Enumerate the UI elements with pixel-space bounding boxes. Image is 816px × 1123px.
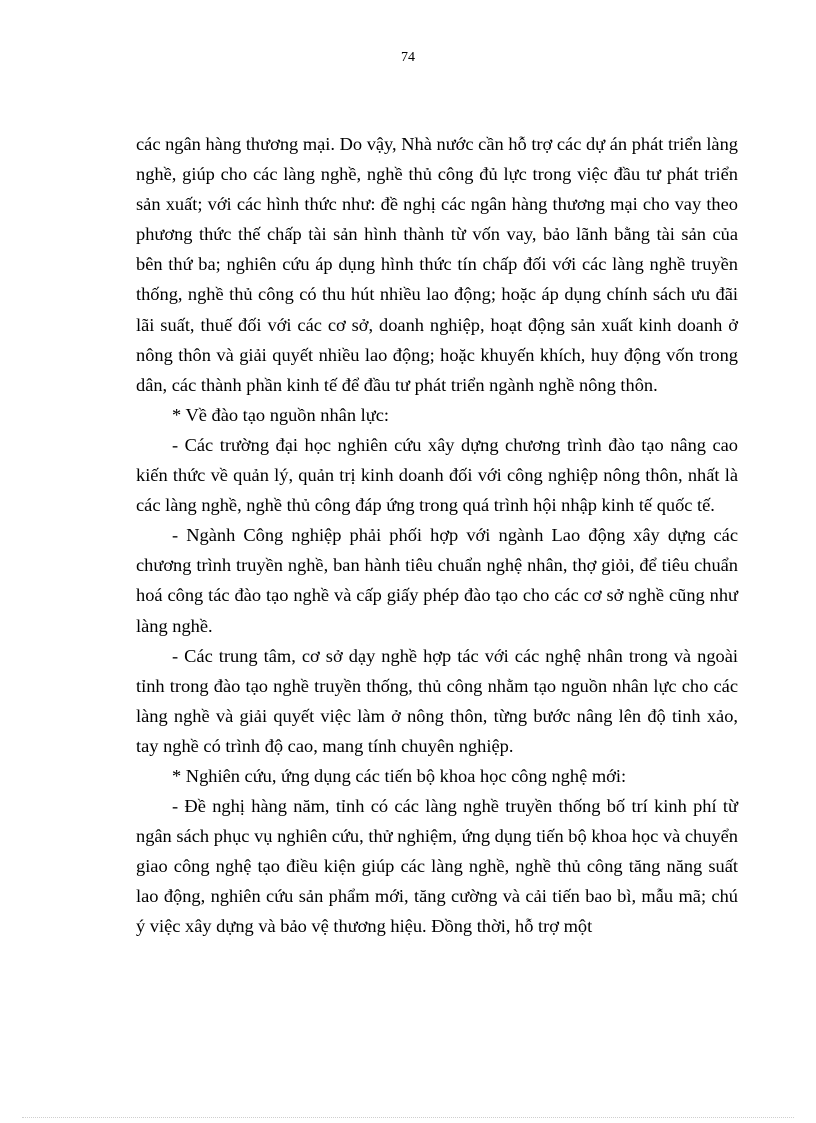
paragraph-continuation: các ngân hàng thương mại. Do vậy, Nhà nước cần hỗ trợ các dự án phát triển làng nghề, giúp cho các làng nghề, nghề thủ công đủ lực trong việc đầu tư phát triển sản xuất; với các hình thức như: đề nghị các ngân hàng thương mại cho vay theo phương thức thế chấp tài sản hình thành từ vốn vay, bảo lãnh bằng tài sản của bên thứ ba; nghiên cứu áp dụng hình thức tín chấp đối với các làng nghề truyền thống, nghề thủ công có thu hút nhiều lao động; hoặc áp dụng chính sách ưu đãi lãi suất, thuế đối với các cơ sở, doanh nghiệp, hoạt động sản xuất kinh doanh ở nông thôn và giải quyết nhiều lao động; hoặc khuyến khích, huy động vốn trong dân, các thành phần kinh tế để đầu tư phát triển ngành nghề nông thôn.	[136, 134, 738, 395]
paragraph-vocational-centers: - Các trung tâm, cơ sở dạy nghề hợp tác với các nghệ nhân trong và ngoài tỉnh trong đào tạo nghề truyền thống, thủ công nhằm tạo nguồn nhân lực cho các làng nghề và giải quyết việc làm ở nông thôn, từng bước nâng lên độ tinh xảo, tay nghề có trình độ cao, mang tính chuyên nghiệp.	[136, 645, 738, 756]
page-bottom-divider	[22, 1117, 794, 1118]
page-number: 74	[401, 50, 415, 65]
paragraph-industry-labor: - Ngành Công nghiệp phải phối hợp với ngành Lao động xây dựng các chương trình truyền nghề, ban hành tiêu chuẩn nghệ nhân, thợ giỏi, để tiêu chuẩn hoá công tác đào tạo nghề và cấp giấy phép đào tạo cho các cơ sở nghề cũng như làng nghề.	[136, 525, 738, 636]
document-body	[136, 129, 738, 942]
section-heading-science-technology: * Nghiên cứu, ứng dụng các tiến bộ khoa học công nghệ mới:	[172, 765, 627, 786]
section-heading-human-resources: * Về đào tạo nguồn nhân lực:	[172, 404, 389, 425]
paragraph-annual-funding: - Đề nghị hàng năm, tỉnh có các làng nghề truyền thống bố trí kinh phí từ ngân sách phục vụ nghiên cứu, thử nghiệm, ứng dụng tiến bộ khoa học và chuyển giao công nghệ tạo điều kiện giúp các làng nghề, nghề thủ công tăng năng suất lao động, nghiên cứu sản phẩm mới, tăng cường và cải tiến bao bì, mẫu mã; chú ý việc xây dựng và bảo vệ thương hiệu. Đồng thời, hỗ trợ một	[136, 796, 738, 937]
paragraph-universities: - Các trường đại học nghiên cứu xây dựng chương trình đào tạo nâng cao kiến thức về quản lý, quản trị kinh doanh đối với công nghiệp nông thôn, nhất là các làng nghề, nghề thủ công đáp ứng trong quá trình hội nhập kinh tế quốc tế.	[136, 434, 738, 516]
